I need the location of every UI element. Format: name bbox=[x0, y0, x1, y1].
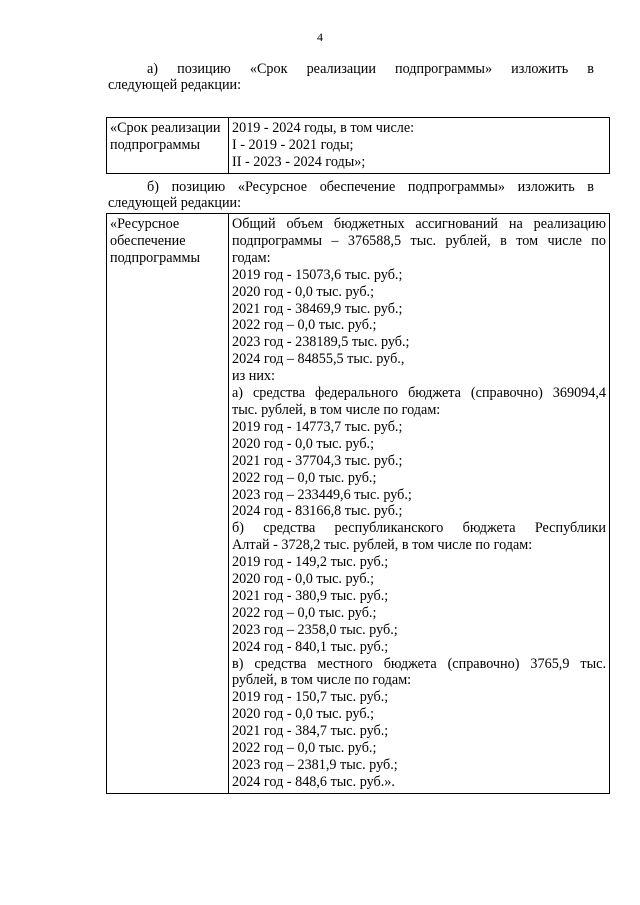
resources-line: Алтай - 3728,2 тыс. рублей, в том числе по годам: bbox=[232, 537, 533, 554]
paragraph-a-line-2: следующей редакции: bbox=[108, 77, 242, 93]
resources-content-cell bbox=[229, 214, 610, 794]
resources-line: рублей, в том числе по годам: bbox=[232, 672, 412, 689]
term-table bbox=[106, 117, 610, 174]
resources-line: 2023 год – 2358,0 тыс. руб.; bbox=[232, 621, 398, 638]
resources-label-cell bbox=[107, 214, 229, 794]
resources-line: 2020 год - 0,0 тыс. руб.; bbox=[232, 283, 375, 300]
resources-line: 2024 год - 848,6 тыс. руб.». bbox=[232, 773, 395, 790]
resources-line: 2019 год - 15073,6 тыс. руб.; bbox=[232, 266, 403, 283]
resources-line: 2022 год – 0,0 тыс. руб.; bbox=[232, 740, 377, 757]
table-row bbox=[107, 214, 610, 794]
term-label-line: «Срок реализации bbox=[110, 120, 221, 136]
resources-line: 2022 год – 0,0 тыс. руб.; bbox=[232, 469, 377, 486]
resources-line: 2021 год - 384,7 тыс. руб.; bbox=[232, 723, 389, 740]
resources-line: 2023 год - 238189,5 тыс. руб.; bbox=[232, 334, 410, 351]
paragraph-b bbox=[108, 179, 594, 211]
term-label-line: подпрограммы bbox=[110, 136, 200, 153]
resources-line: 2022 год – 0,0 тыс. руб.; bbox=[232, 604, 377, 621]
resources-line: 2019 год - 150,7 тыс. руб.; bbox=[232, 689, 389, 706]
resources-line: годам: bbox=[232, 249, 271, 266]
resources-line: тыс. рублей, в том числе по годам: bbox=[232, 401, 441, 418]
resources-line: 2024 год – 84855,5 тыс. руб., bbox=[232, 351, 405, 368]
resources-label-line: «Ресурсное bbox=[110, 216, 180, 232]
resources-table bbox=[106, 213, 610, 794]
page-number: 4 bbox=[317, 30, 323, 44]
resources-line: 2023 год – 233449,6 тыс. руб.; bbox=[232, 486, 412, 503]
term-label-cell bbox=[107, 118, 229, 174]
resources-line: а) средства федерального бюджета (справочно) 369094,4 bbox=[232, 385, 606, 402]
paragraph-a-line-1: а) позицию «Срок реализации подпрограммы» изложить в bbox=[147, 61, 594, 77]
resources-line: 2021 год - 37704,3 тыс. руб.; bbox=[232, 452, 403, 469]
resources-line: в) средства местного бюджета (справочно) 3765,9 тыс. bbox=[232, 655, 606, 672]
resources-line: 2024 год - 840,1 тыс. руб.; bbox=[232, 638, 389, 655]
resources-line: подпрограммы – 376588,5 тыс. рублей, в том числе по bbox=[232, 232, 606, 249]
resources-line: 2021 год - 38469,9 тыс. руб.; bbox=[232, 300, 403, 317]
table-row bbox=[107, 118, 610, 174]
resources-line: 2021 год - 380,9 тыс. руб.; bbox=[232, 587, 389, 604]
paragraph-b-line-2: следующей редакции: bbox=[108, 195, 242, 211]
resources-line: 2023 год – 2381,9 тыс. руб.; bbox=[232, 757, 398, 773]
resources-line: 2019 год - 14773,7 тыс. руб.; bbox=[232, 418, 403, 435]
term-content-line: I - 2019 - 2021 годы; bbox=[232, 136, 354, 153]
term-content-line: 2019 - 2024 годы, в том числе: bbox=[232, 120, 415, 136]
term-content-line: II - 2023 - 2024 годы»; bbox=[232, 153, 366, 170]
paragraph-b-line-1: б) позицию «Ресурсное обеспечение подпрограммы» изложить в bbox=[147, 179, 594, 195]
resources-label-line: подпрограммы bbox=[110, 249, 200, 266]
resources-line: 2024 год - 83166,8 тыс. руб.; bbox=[232, 503, 403, 520]
resources-line: 2020 год - 0,0 тыс. руб.; bbox=[232, 571, 375, 588]
resources-line: 2019 год - 149,2 тыс. руб.; bbox=[232, 554, 389, 571]
resources-line: б) средства республиканского бюджета Республики bbox=[232, 520, 606, 537]
resources-line: Общий объем бюджетных ассигнований на реализацию bbox=[232, 216, 606, 232]
paragraph-a bbox=[108, 61, 594, 93]
term-content-cell bbox=[229, 118, 610, 174]
resources-label-line: обеспечение bbox=[110, 232, 186, 249]
resources-line: 2020 год - 0,0 тыс. руб.; bbox=[232, 706, 375, 723]
resources-line: из них: bbox=[232, 368, 275, 385]
resources-line: 2022 год – 0,0 тыс. руб.; bbox=[232, 317, 377, 334]
resources-line: 2020 год - 0,0 тыс. руб.; bbox=[232, 435, 375, 452]
